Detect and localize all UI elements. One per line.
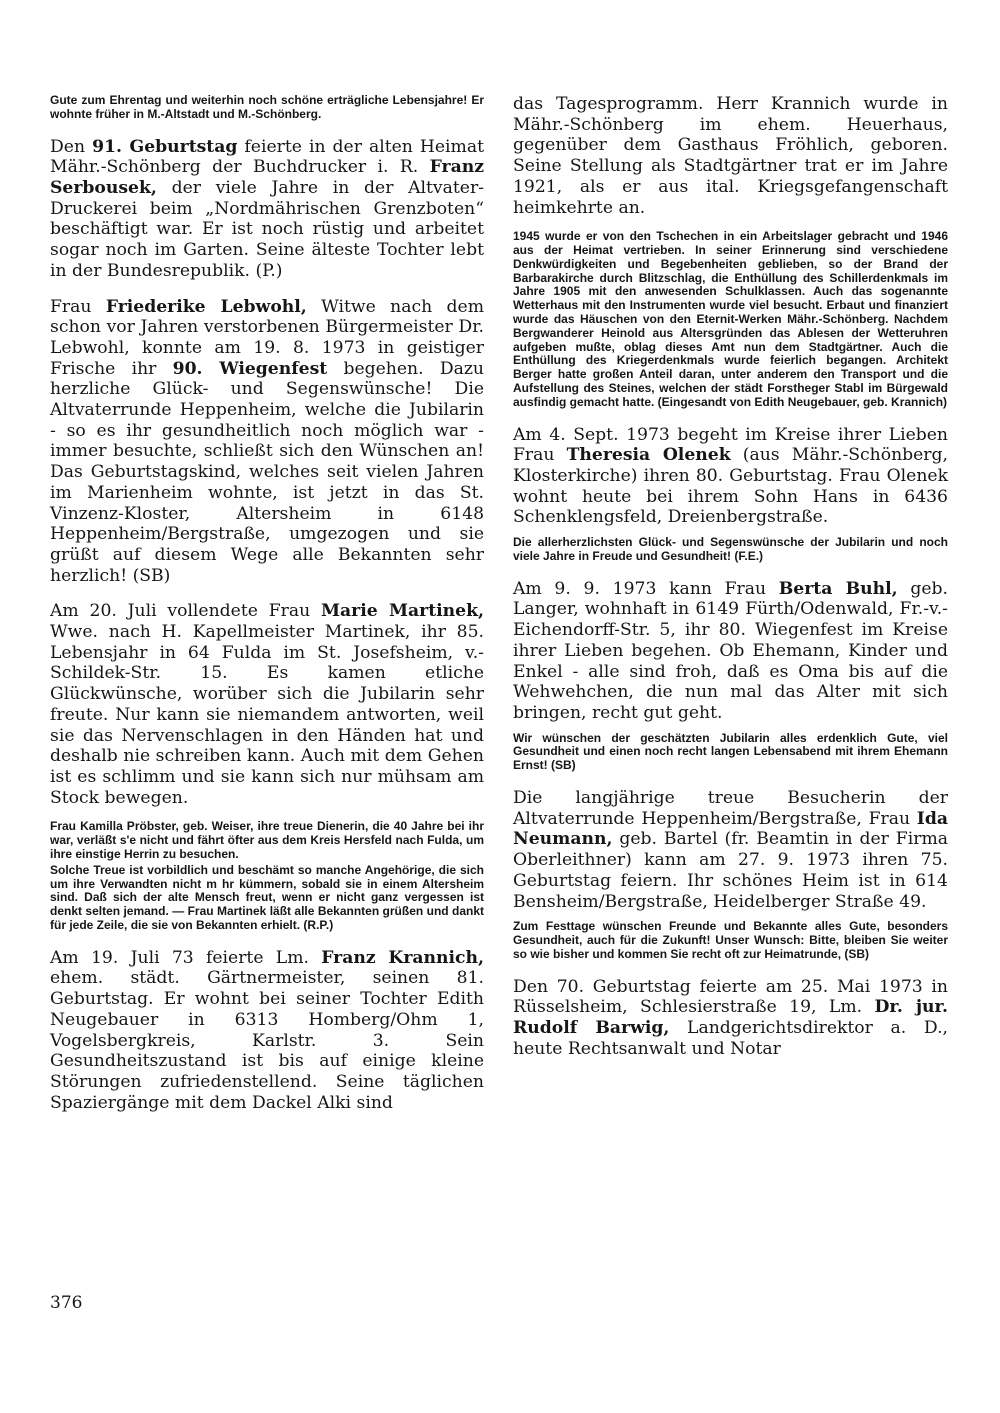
note-proebster: Frau Kamilla Pröbster, geb. Weiser, ihre treue Dienerin, die 40 Jahre bei ihr war, verläßt s'e nicht und fährt öfter aus dem Kreis Hersfeld nach Fulda, um ihre einstige Herrin zu besuchen. bbox=[50, 819, 484, 861]
note-buhl-wishes: Wir wünschen der geschätzten Jubilarin alles erdenklich Gute, viel Gesundheit und einen noch recht langen Lebensabend mit ihrem Ehemann Ernst! (SB) bbox=[513, 730, 948, 773]
entry-krannich-continued: das Tagesprogramm. Herr Krannich wurde in Mähr.-Schönberg im ehem. Heuerhaus, gegenüber dem Gasthaus Fröhlich, geboren. Seine Stellung als Stadtgärtner trat er im Jahre 1921, als er aus ital. Kriegsgefangenschaft heimkehrte an. bbox=[513, 94, 948, 218]
entry-krannich: Am 19. Juli 73 feierte Lm. Franz Krannich, ehem. städt. Gärtnermeister, seinen 81. Geburtstag. Er wohnt bei seiner Tochter Edith Neugebauer in 6313 Homberg/Ohm 1, Vogelsbergkreis, Karlstr. 3. Sein Gesundheitszustand ist bis auf einige kleine Störungen zufriedenstellend. Seine täglichen Spaziergänge mit dem Dackel Alki sind bbox=[50, 947, 484, 1113]
page-number: 376 bbox=[50, 1293, 83, 1313]
note-neumann-wishes: Zum Festtage wünschen Freunde und Bekannte alles Gute, besonders Gesundheit, auch für die Zukunft! Unser Wunsch: Bitte, bleiben Sie weiter so wie bisher und kommen Sie recht oft zur Heimatrunde, (SB) bbox=[513, 919, 948, 961]
entry-buhl: Am 9. 9. 1973 kann Frau Berta Buhl, geb. Langer, wohnhaft in 6149 Fürth/Odenwald, Fr.-v.-Eichendorff-Str. 5, ihr 80. Wiegenfest im Kreise ihrer Lieben begehen. Ob Ehemann, Kinder und Enkel - alle sind froh, daß es Oma bis auf die Wehwehchen, die nun mal das Alter mit sich bringen, recht gut geht. bbox=[513, 578, 948, 723]
left-column bbox=[50, 94, 484, 1113]
entry-olenek: Am 4. Sept. 1973 begeht im Kreise ihrer Lieben Frau Theresia Olenek (aus Mähr.-Schönberg, Klosterkirche) ihren 80. Geburtstag. Frau Olenek wohnt heute bei ihrem Sohn Hans in 6436 Schenklengsfeld, Dreienbergstraße. bbox=[513, 424, 948, 528]
note-olenek-wishes: Die allerherzlichsten Glück- und Segenswünsche der Jubilarin und noch viele Jahre in Freude und Gesundheit! (F.E.) bbox=[513, 535, 948, 563]
note-ehrentag: Gute zum Ehrentag und weiterhin noch schöne erträgliche Lebensjahre! Er wohnte früher in M.-Altstadt und M.-Schönberg. bbox=[50, 93, 484, 121]
note-treue: Solche Treue ist vorbildlich und beschämt so manche Angehörige, die sich um ihre Verwandten nicht m hr kümmern, sobald sie in einem Altersheim sind. Daß sich der alte Mensch freut, wenn er nicht ganz vergessen ist denkt selten jemand. — Frau Martinek läßt alle Bekannten grüßen und dankt für jede Zeile, die sie von Bekannten erhielt. (R.P.) bbox=[50, 862, 484, 932]
note-krannich-history: 1945 wurde er von den Tschechen in ein Arbeitslager gebracht und 1946 aus der Heimat vertrieben. In seiner Erinnerung sind verschiedene Denkwürdigkeiten und Begebenheiten geblieben, so der Brand der Barbarakirche durch Blitzschlag, die Enthüllung des Schillerdenkmals im Jahre 1905 mit den anwesenden Schulklassen. Auch das sogenannte Wetterhaus mit den Instrumenten wurde viel besucht. Erbaut und finanziert wurde das Häuschen von den Eternit-Werken Mähr.-Schönberg. Nachdem Bergwanderer Heinold aus Altersgründen das Ablesen der Wetteruhren aufgeben mußte, oblag dieses Amt nun dem Stadtgärtner. Auch die Enthüllung des Kriegerdenkmals wurde feierlich begangen. Architekt Berger hatte großen Anteil daran, unter anderem den Transport und die Aufstellung des Steines, welchen der städt Forstheger Stabl im Bürgewald ausfindig gemacht hatte. (Eingesandt von Edith Neugebauer, geb. Krannich) bbox=[513, 229, 948, 409]
entry-martinek: Am 20. Juli vollendete Frau Marie Martinek, Wwe. nach H. Kapellmeister Martinek, ihr 85. Lebensjahr in 64 Fulda im St. Josefsheim, v.-Schildek-Str. 15. Es kamen etliche Glückwünsche, worüber sich die Jubilarin sehr freute. Nur kann sie niemandem antworten, weil sie das Nervenschlagen in den Händen hat und deshalb nie schreiben kann. Auch mit dem Gehen ist es schlimm und sie kann sich nur mühsam am Stock bewegen. bbox=[50, 601, 484, 808]
entry-lebwohl: Frau Friederike Lebwohl, Witwe nach dem schon vor Jahren verstorbenen Bürgermeister Dr. Lebwohl, konnte am 19. 8. 1973 in geistiger Frische ihr 90. Wiegenfest begehen. Dazu herzliche Glück- und Segenswünsche! Die Altvaterrunde Heppenheim, welche die Jubilarin - so es ihr gesundheitlich noch möglich war - immer besuchte, schließt sich den Wünschen an! Das Geburtstagskind, welches seit vielen Jahren im Marienheim wohnte, ist jetzt in das St. Vinzenz-Kloster, Altersheim in 6148 Heppenheim/Bergstraße, umgezogen und sie grüßt auf diesem Wege alle Bekannten sehr herzlich! (SB) bbox=[50, 296, 484, 586]
entry-serbousek: Den 91. Geburtstag feierte in der alten Heimat Mähr.-Schönberg der Buchdrucker i. R. Franz Serbousek, der viele Jahre in der Altvater-Druckerei beim „Nordmährischen Grenzboten“ beschäftigt war. Er ist noch rüstig und arbeitet sogar noch im Garten. Seine älteste Tochter lebt in der Bundesrepublik. (P.) bbox=[50, 136, 484, 281]
right-column bbox=[513, 94, 948, 1059]
entry-neumann: Die langjährige treue Besucherin der Altvaterrunde Heppenheim/Bergstraße, Frau Ida Neumann, geb. Bartel (fr. Beamtin in der Firma Oberleithner) kann am 27. 9. 1973 ihren 75. Geburtstag feiern. Ihr schönes Heim ist in 614 Bensheim/Bergstraße, Heidelberger Straße 49. bbox=[513, 788, 948, 912]
entry-barwig: Den 70. Geburtstag feierte am 25. Mai 1973 in Rüsselsheim, Schlesierstraße 19, Lm. Dr. jur. Rudolf Barwig, Landgerichtsdirektor a. D., heute Rechtsanwalt und Notar bbox=[513, 976, 948, 1059]
